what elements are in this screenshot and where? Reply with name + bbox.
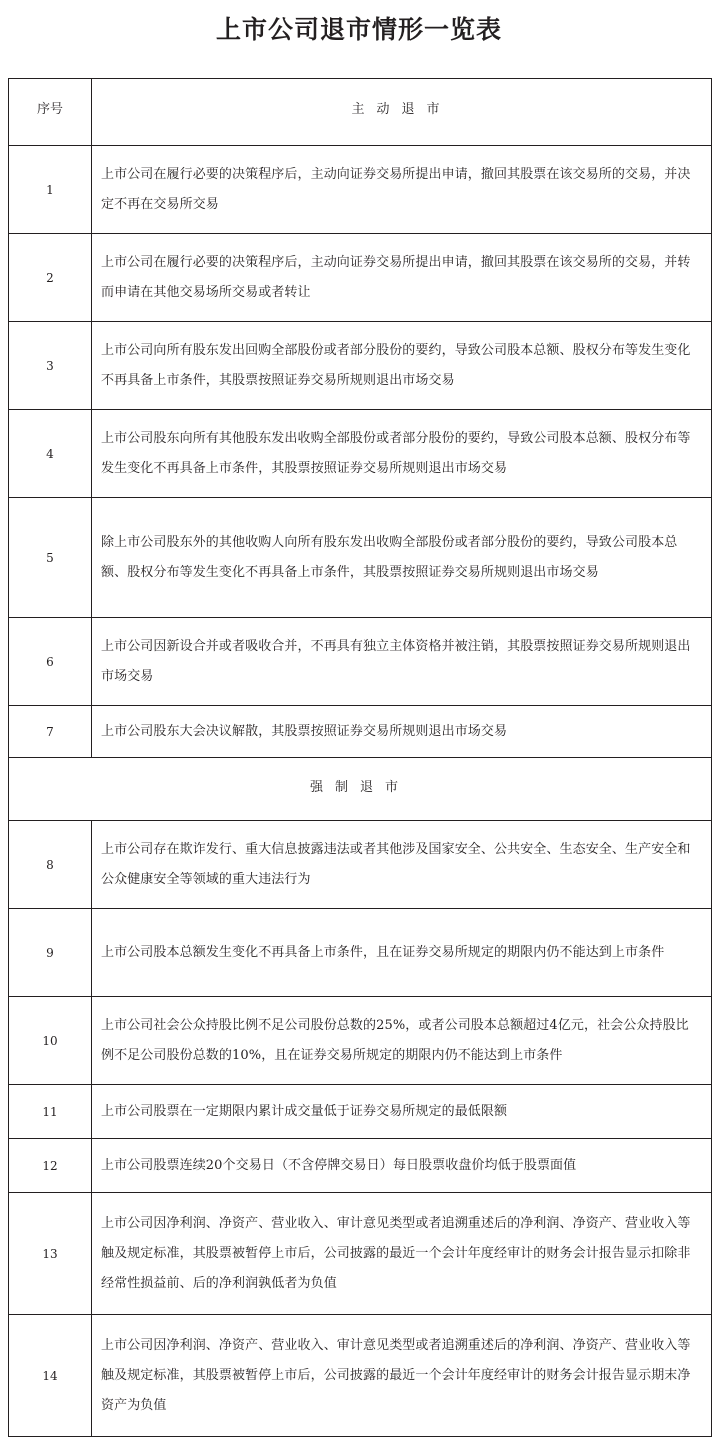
table-row	[9, 322, 712, 410]
table-row	[9, 1315, 712, 1437]
header-num-cell: 序号	[9, 79, 92, 146]
row-number: 11	[9, 1085, 92, 1139]
section-row-mandatory	[9, 758, 712, 821]
table-row	[9, 909, 712, 997]
row-text: 上市公司股票连续20个交易日（不含停牌交易日）每日股票收盘价均低于股票面值	[92, 1139, 712, 1193]
table-row	[9, 706, 712, 758]
header-voluntary-delisting: 主动退市	[92, 79, 712, 146]
table-row	[9, 1139, 712, 1193]
page-title: 上市公司退市情形一览表	[215, 15, 502, 44]
row-text: 上市公司股票在一定期限内累计成交量低于证券交易所规定的最低限额	[92, 1085, 712, 1139]
row-text: 上市公司在履行必要的决策程序后，主动向证券交易所提出申请，撤回其股票在该交易所的交易，并决定不再在交易所交易	[92, 146, 712, 234]
row-text: 上市公司因新设合并或者吸收合并，不再具有独立主体资格并被注销，其股票按照证券交易所规则退出市场交易	[92, 618, 712, 706]
row-text: 除上市公司股东外的其他收购人向所有股东发出收购全部股份或者部分股份的要约，导致公司股本总额、股权分布等发生变化不再具备上市条件，其股票按照证券交易所规则退出市场交易	[92, 498, 712, 618]
table-row	[9, 234, 712, 322]
row-number: 9	[9, 909, 92, 997]
row-number: 10	[9, 997, 92, 1085]
mandatory-delisting-heading: 强制退市	[9, 758, 712, 821]
delisting-table	[8, 78, 712, 1437]
table-row	[9, 997, 712, 1085]
row-number: 4	[9, 410, 92, 498]
row-number: 5	[9, 498, 92, 618]
row-text: 上市公司因净利润、净资产、营业收入、审计意见类型或者追溯重述后的净利润、净资产、营业收入等触及规定标准，其股票被暂停上市后，公司披露的最近一个会计年度经审计的财务会计报告显示扣除非经常性损益前、后的净利润孰低者为负值	[92, 1193, 712, 1315]
row-text: 上市公司股东向所有其他股东发出收购全部股份或者部分股份的要约，导致公司股本总额、股权分布等发生变化不再具备上市条件，其股票按照证券交易所规则退出市场交易	[92, 410, 712, 498]
table-header-row	[9, 79, 712, 146]
row-text: 上市公司股东大会决议解散，其股票按照证券交易所规则退出市场交易	[92, 706, 712, 758]
row-text: 上市公司股本总额发生变化不再具备上市条件，且在证券交易所规定的期限内仍不能达到上市条件	[92, 909, 712, 997]
row-number: 12	[9, 1139, 92, 1193]
table-row	[9, 1193, 712, 1315]
row-number: 6	[9, 618, 92, 706]
row-number: 8	[9, 821, 92, 909]
row-number: 14	[9, 1315, 92, 1437]
row-text: 上市公司因净利润、净资产、营业收入、审计意见类型或者追溯重述后的净利润、净资产、营业收入等触及规定标准，其股票被暂停上市后，公司披露的最近一个会计年度经审计的财务会计报告显示期末净资产为负值	[92, 1315, 712, 1437]
table-row	[9, 1085, 712, 1139]
row-number: 2	[9, 234, 92, 322]
table-row	[9, 821, 712, 909]
table-row	[9, 410, 712, 498]
table-row	[9, 618, 712, 706]
row-number: 1	[9, 146, 92, 234]
row-text: 上市公司社会公众持股比例不足公司股份总数的25%，或者公司股本总额超过4亿元，社会公众持股比例不足公司股份总数的10%，且在证券交易所规定的期限内仍不能达到上市条件	[92, 997, 712, 1085]
row-number: 13	[9, 1193, 92, 1315]
table-row	[9, 498, 712, 618]
row-text: 上市公司在履行必要的决策程序后，主动向证券交易所提出申请，撤回其股票在该交易所的交易，并转而申请在其他交易场所交易或者转让	[92, 234, 712, 322]
table-row	[9, 146, 712, 234]
row-text: 上市公司向所有股东发出回购全部股份或者部分股份的要约，导致公司股本总额、股权分布等发生变化不再具备上市条件，其股票按照证券交易所规则退出市场交易	[92, 322, 712, 410]
row-number: 7	[9, 706, 92, 758]
row-text: 上市公司存在欺诈发行、重大信息披露违法或者其他涉及国家安全、公共安全、生态安全、生产安全和公众健康安全等领域的重大违法行为	[92, 821, 712, 909]
row-number: 3	[9, 322, 92, 410]
